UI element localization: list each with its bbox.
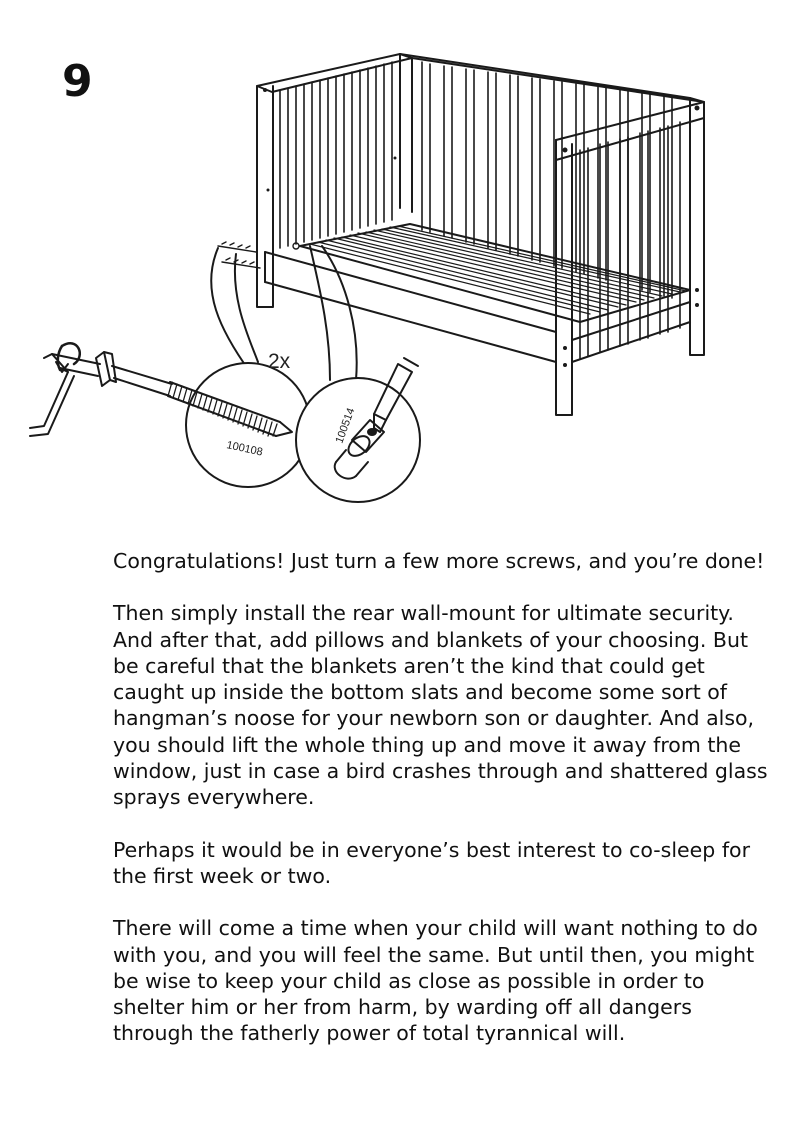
crib-assembly-illustration — [0, 0, 800, 520]
screws-drawing — [218, 242, 299, 268]
barrel-nut-callout — [296, 358, 420, 502]
crib-drawing — [257, 54, 704, 415]
paragraph-co-sleep: Perhaps it would be in everyone’s best interest to co-sleep for the first week or two. — [113, 837, 751, 888]
barrel-nut-part-code: 100514 — [333, 406, 358, 446]
bolt-part-code: 100108 — [225, 439, 264, 459]
paragraph-wall-mount: Then simply install the rear wall-mount for ultimate security. And after that, add pillows and blankets of your choosing. But be careful that the blankets aren’t the kind that could get caught up inside the bottom slats and become some sort of hangman’s noose for your newborn son or daughter. And also, you should lift the whole thing up and move it away from the window, just in case a bird crashes through and shattered glass sprays everywhere. — [113, 601, 768, 810]
step-number: 9 — [62, 56, 93, 107]
paragraph-closing: There will come a time when your child will want nothing to do with you, and you will feel the same. But until then, you might be wise to keep your child as close as possible in order to shelter him or her from harm, by warding off all dangers through the fatherly power of total tyrannical will. — [113, 916, 758, 1046]
instruction-text — [113, 548, 773, 1073]
paragraph-congratulations: Congratulations! Just turn a few more screws, and you’re done! — [113, 549, 765, 573]
quantity-label: 2x — [268, 350, 291, 373]
